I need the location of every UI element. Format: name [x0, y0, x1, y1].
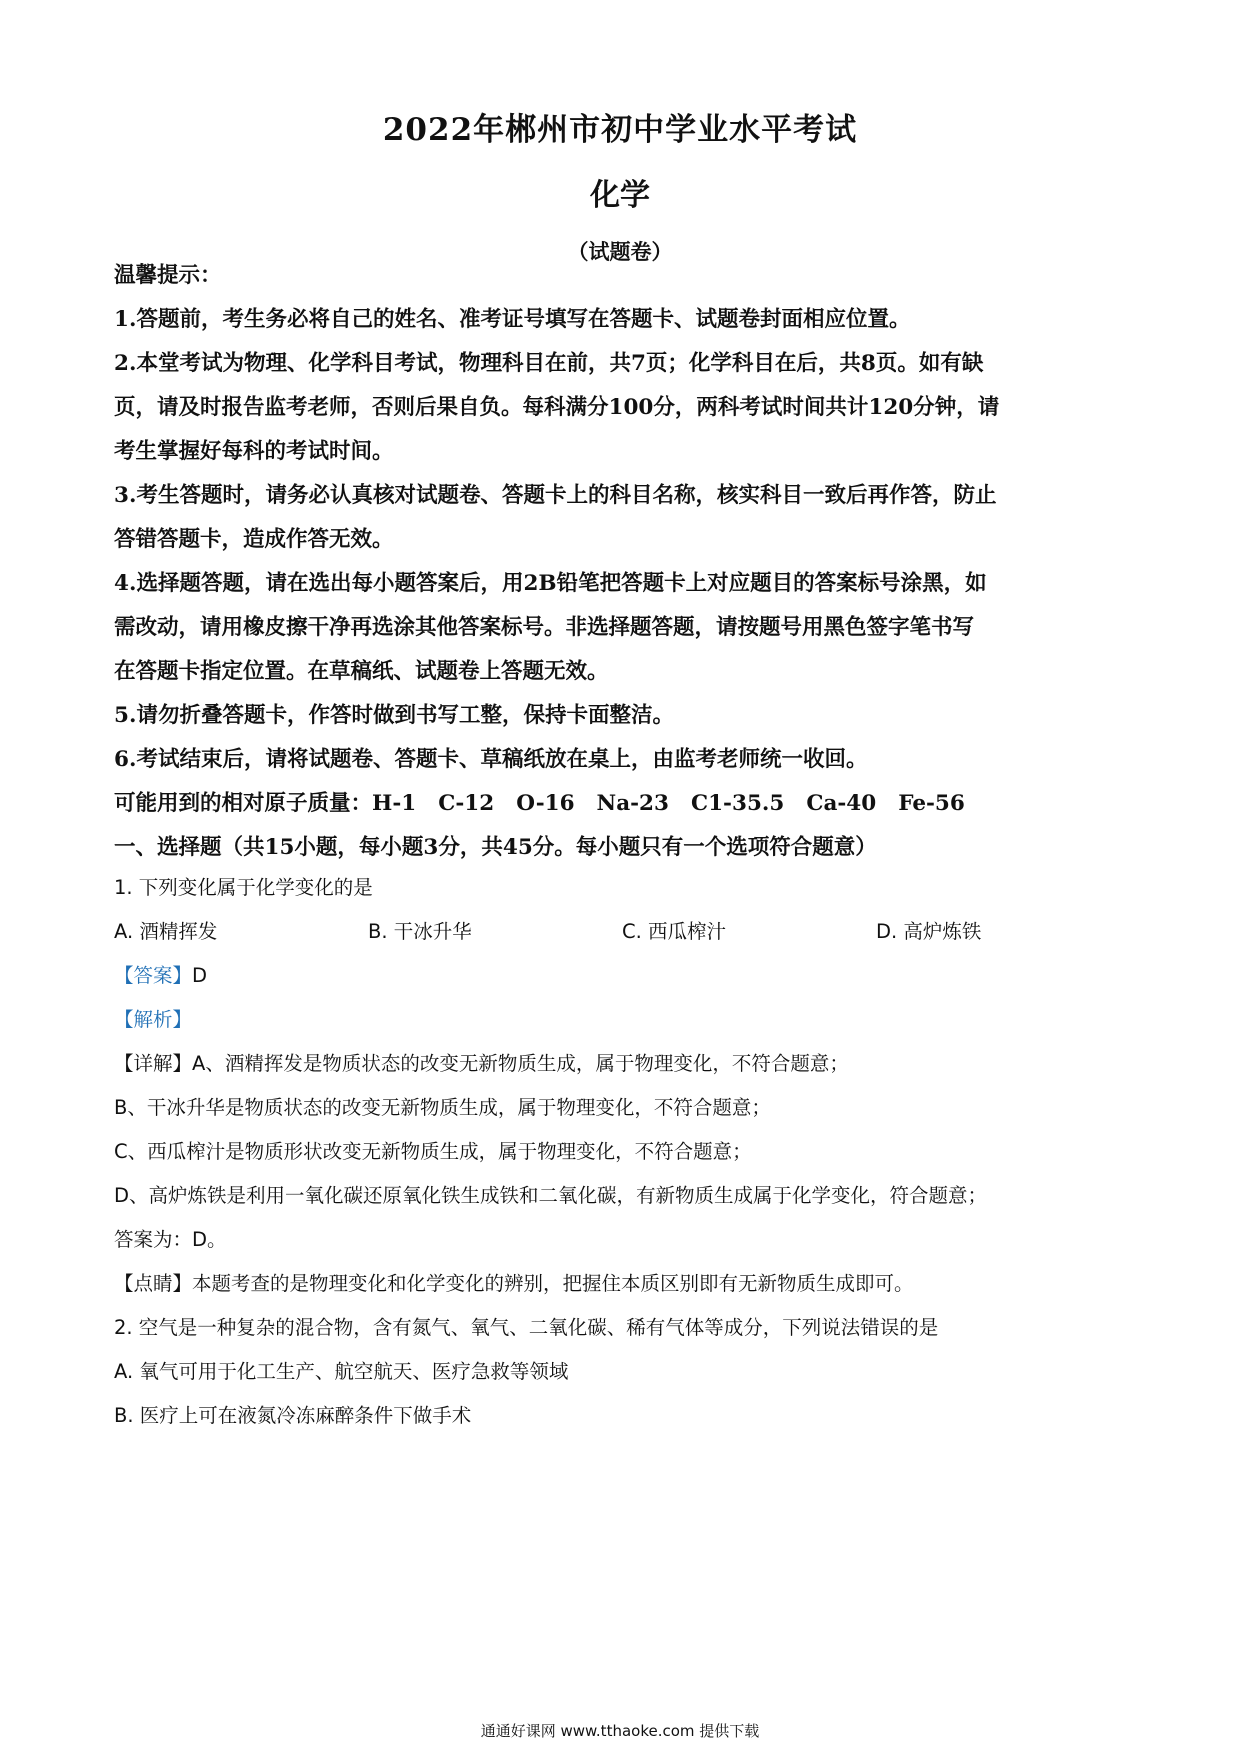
detail-line: [114, 1048, 1134, 1076]
question-stem: 1. 下列变化属于化学变化的是: [114, 876, 373, 899]
atomic-mass-item: C-12: [438, 791, 495, 816]
detail-line: B、干冰升华是物质状态的改变无新物质生成，属于物理变化，不符合题意；: [114, 1096, 771, 1119]
detail-text: A、酒精挥发是物质状态的改变无新物质生成，属于物理变化，不符合题意；: [192, 1052, 849, 1075]
exam-title: 2022年郴州市初中学业水平考试: [382, 112, 858, 148]
analysis-line: [114, 1004, 1134, 1032]
comment-line: [114, 1268, 1134, 1296]
atomic-masses: [114, 786, 1134, 817]
notice-line: 1.答题前，考生务必将自己的姓名、准考证号填写在答题卡、试题卷封面相应位置。: [114, 307, 911, 332]
comment-tag: 【点睛】: [114, 1272, 193, 1295]
page-footer: 通通好课网 www.tthaoke.com 提供下载: [480, 1722, 760, 1740]
atomic-mass-item: H-1: [372, 791, 417, 816]
analysis-tag: 【解析】: [114, 1008, 193, 1031]
atomic-mass-item: Fe-56: [898, 791, 965, 816]
atomic-mass-item: Na-23: [596, 791, 669, 816]
notice-heading: 温馨提示：: [114, 263, 222, 288]
notice-line: 答错答题卡，造成作答无效。: [114, 527, 394, 552]
notice-line: 需改动，请用橡皮擦干净再选涂其他答案标号。非选择题答题，请按题号用黑色签字笔书写: [114, 615, 975, 640]
notice-line: 6.考试结束后，请将试题卷、答题卡、草稿纸放在桌上，由监考老师统一收回。: [114, 747, 868, 772]
option-a: A. 酒精挥发: [114, 920, 218, 943]
answer-tag: 【答案】: [114, 964, 193, 987]
option-c: C. 西瓜榨汁: [622, 920, 727, 943]
option-a: A. 氧气可用于化工生产、航空航天、医疗急救等领域: [114, 1360, 569, 1383]
detail-tag: 【详解】: [114, 1052, 193, 1075]
notice-line: 考生掌握好每科的考试时间。: [114, 439, 394, 464]
notice-line: 在答题卡指定位置。在草稿纸、试题卷上答题无效。: [114, 659, 609, 684]
atomic-mass-item: C1-35.5: [690, 791, 785, 816]
option-b: B. 医疗上可在液氮冷冻麻醉条件下做手术: [114, 1404, 472, 1427]
answer-value: D: [192, 964, 208, 987]
atomic-mass-item: Ca-40: [806, 791, 877, 816]
atomic-masses-label: 可能用到的相对原子质量：: [114, 791, 373, 816]
notice-line: 2.本堂考试为物理、化学科目考试，物理科目在前，共7页；化学科目在后，共8页。如有缺: [114, 351, 984, 376]
atomic-mass-item: O-16: [516, 791, 575, 816]
notice-line: 页，请及时报告监考老师，否则后果自负。每科满分100分，两科考试时间共计120分钟，请: [114, 395, 1000, 420]
detail-line: 答案为：D。: [114, 1228, 227, 1251]
answer-line: [114, 960, 1134, 988]
paper-type-label: （试题卷）: [567, 239, 673, 264]
comment-text: 本题考查的是物理变化和化学变化的辨别，把握住本质区别即有无新物质生成即可。: [192, 1272, 914, 1295]
notice-line: 4.选择题答题，请在选出每小题答案后，用2B铅笔把答题卡上对应题目的答案标号涂黑，如: [114, 571, 987, 596]
notice-line: 5.请勿折叠答题卡，作答时做到书写工整，保持卡面整洁。: [114, 703, 674, 728]
section-heading: 一、选择题（共15小题，每小题3分，共45分。每小题只有一个选项符合题意）: [114, 835, 877, 860]
subject-title: 化学: [590, 178, 650, 213]
option-d: D. 高炉炼铁: [876, 920, 982, 943]
notice-line: 3.考生答题时，请务必认真核对试题卷、答题卡上的科目名称，核实科目一致后再作答，防止: [114, 483, 997, 508]
detail-line: D、高炉炼铁是利用一氧化碳还原氧化铁生成铁和二氧化碳，有新物质生成属于化学变化，符合题意；: [114, 1184, 988, 1207]
option-b: B. 干冰升华: [368, 920, 472, 943]
question-stem: 2. 空气是一种复杂的混合物，含有氮气、氧气、二氧化碳、稀有气体等成分，下列说法错误的是: [114, 1316, 939, 1339]
detail-line: C、西瓜榨汁是物质形状改变无新物质生成，属于物理变化，不符合题意；: [114, 1140, 752, 1163]
